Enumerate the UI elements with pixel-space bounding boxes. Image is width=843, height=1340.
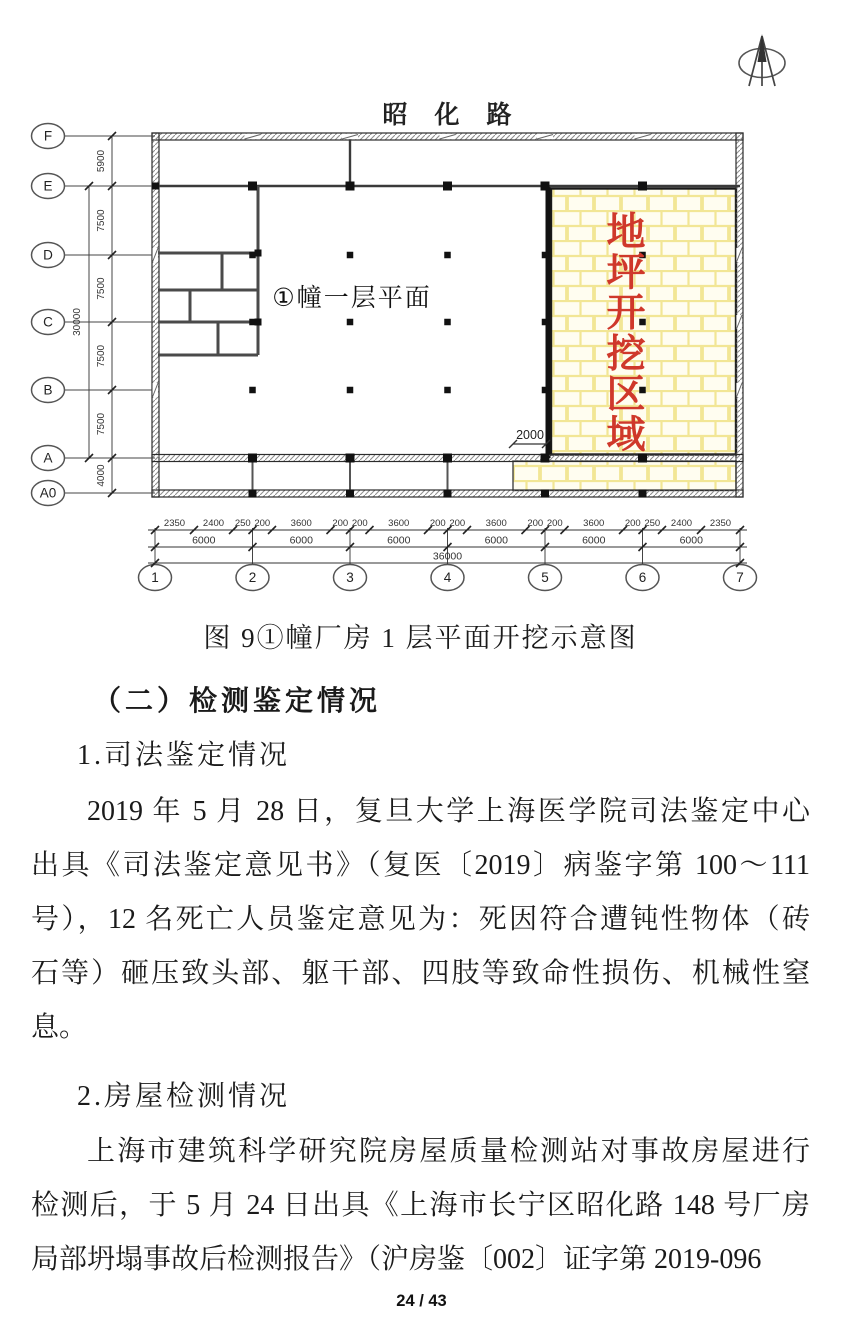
excavation-label-char: 域 (606, 414, 646, 457)
chain-dim-label: 2400 (202, 518, 225, 529)
column-marker (249, 490, 257, 498)
chain-dim-label: 200 (527, 518, 544, 529)
chain-dim-label: 2350 (709, 518, 732, 529)
col-bubble-label: 2 (248, 570, 257, 585)
chain-dim-label: 200 (254, 518, 271, 529)
plan-label: ①幢一层平面 (272, 284, 432, 312)
row-dim-label: 7500 (96, 277, 107, 300)
para2-line: 上海市建筑科学研究院房屋质量检测站对事故房屋进行 (87, 1136, 810, 1167)
column-marker (255, 250, 262, 257)
column-marker (347, 319, 354, 326)
paragraph-2 (31, 1125, 810, 1287)
col-total-label: 36000 (432, 550, 463, 563)
chain-dim-label: 200 (624, 518, 641, 529)
bay-dim-label: 6000 (679, 534, 703, 547)
column-marker (541, 454, 550, 463)
chain-dim-label: 200 (449, 518, 466, 529)
column-marker (541, 490, 549, 498)
column-marker (542, 252, 549, 259)
column-marker (444, 252, 451, 259)
column-marker (443, 454, 452, 463)
chain-dim-label: 3600 (485, 518, 507, 529)
row-dim-label: 4000 (96, 464, 107, 487)
bay-dim-label: 6000 (289, 534, 313, 547)
column-marker (249, 387, 256, 394)
column-marker (444, 387, 451, 394)
chain-dim-label: 3600 (290, 518, 312, 529)
chain-dim-label: 200 (332, 518, 349, 529)
subsection-2-title: 2.房屋检测情况 (77, 1081, 291, 1112)
column-marker (541, 182, 550, 191)
column-marker (347, 387, 354, 394)
chain-dim-label: 250 (644, 518, 661, 529)
bay-dividers (253, 461, 448, 490)
excavation-label-char: 开 (606, 292, 646, 336)
row-total-label: 30000 (72, 308, 83, 336)
floor-plan-figure (0, 0, 843, 600)
dim-2000-group (509, 428, 550, 448)
para1-line: 石等）砸压致头部、躯干部、四肢等致命性损伤、机械性窒 (31, 958, 810, 989)
excavation-label-char: 地 (606, 211, 646, 254)
row-dim-label: 7500 (96, 209, 107, 232)
grid-bubble-label: B (43, 382, 53, 398)
grid-bubble-label: A0 (39, 485, 57, 501)
para1-line: 出具《司法鉴定意见书》（复医〔2019〕病鉴字第 100～111 (31, 850, 810, 881)
figure-caption: 图 9①幢厂房 1 层平面开挖示意图 (203, 623, 638, 653)
column-marker (152, 183, 159, 190)
column-marker (639, 490, 647, 498)
para1-line: 息。 (31, 1012, 88, 1043)
page-number: 24 / 43 (396, 1292, 447, 1310)
column-marker (346, 454, 355, 463)
road-label: 昭 化 路 (382, 101, 522, 129)
excavation-label-char: 挖 (606, 332, 646, 376)
col-bubble-label: 7 (736, 570, 744, 585)
para1-line: 号），12 名死亡人员鉴定意见为：死因符合遭钝性物体（砖 (31, 904, 810, 935)
grid-bubble-label: E (43, 178, 53, 194)
row-dim-label: 7500 (96, 412, 107, 436)
chain-dim-label: 200 (546, 518, 563, 529)
chain-dim-label: 3600 (388, 518, 410, 529)
para1-line: 2019 年 5 月 28 日，复旦大学上海医学院司法鉴定中心 (87, 796, 810, 827)
col-bubble-label: 6 (638, 570, 647, 585)
column-marker (444, 490, 452, 498)
col-bubble-label: 3 (346, 570, 354, 585)
bay-dim-label: 6000 (387, 534, 411, 547)
dim-2000-label: 2000 (516, 428, 544, 442)
bay-dim-label: 6000 (192, 534, 216, 547)
excavation-label-char: 坪 (606, 251, 646, 295)
column-marker (347, 252, 354, 259)
chain-dim-label: 2350 (163, 518, 186, 529)
chain-dim-label: 200 (429, 518, 446, 529)
row-dim-label: 7500 (96, 344, 107, 368)
grid-bubble-label: D (43, 247, 53, 263)
chain-dim-label: 250 (234, 518, 251, 529)
excavation-region-strip (513, 461, 736, 491)
column-marker (346, 490, 354, 498)
grid-bubble-label: F (43, 128, 53, 144)
para2-line: 局部坍塌事故后检测报告》（沪房鉴〔002〕证字第 2019-096 (31, 1244, 762, 1275)
paragraph-1 (31, 785, 810, 1055)
column-marker (346, 182, 355, 191)
chain-dim-label: 3600 (583, 518, 605, 529)
bay-dim-label: 6000 (582, 534, 606, 547)
column-marker (542, 319, 549, 326)
bay-dim-label: 6000 (484, 534, 508, 547)
column-marker (443, 182, 452, 191)
column-marker (255, 319, 262, 326)
column-marker (638, 182, 647, 191)
column-marker (444, 319, 451, 326)
excavation-label-char: 区 (606, 373, 646, 417)
col-bubble-label: 1 (151, 570, 159, 585)
col-bubble-label: 4 (443, 570, 452, 585)
row-dim-label: 5900 (96, 149, 107, 173)
column-marker (248, 454, 257, 463)
column-marker (542, 387, 549, 394)
section-heading: （二）检测鉴定情况 (93, 686, 382, 717)
subsection-1-title: 1.司法鉴定情况 (77, 740, 291, 771)
grid-bubble-label: A (43, 450, 53, 466)
chain-dim-label: 2400 (670, 518, 693, 529)
para2-line: 检测后，于 5 月 24 日出具《上海市长宁区昭化路 148 号厂房 (31, 1190, 810, 1221)
room-partitions (158, 186, 258, 355)
column-marker (248, 182, 257, 191)
col-bubble-label: 5 (541, 570, 549, 585)
north-arrow-icon (739, 34, 785, 86)
grid-bubble-label: C (43, 314, 53, 330)
chain-dim-label: 200 (351, 518, 368, 529)
